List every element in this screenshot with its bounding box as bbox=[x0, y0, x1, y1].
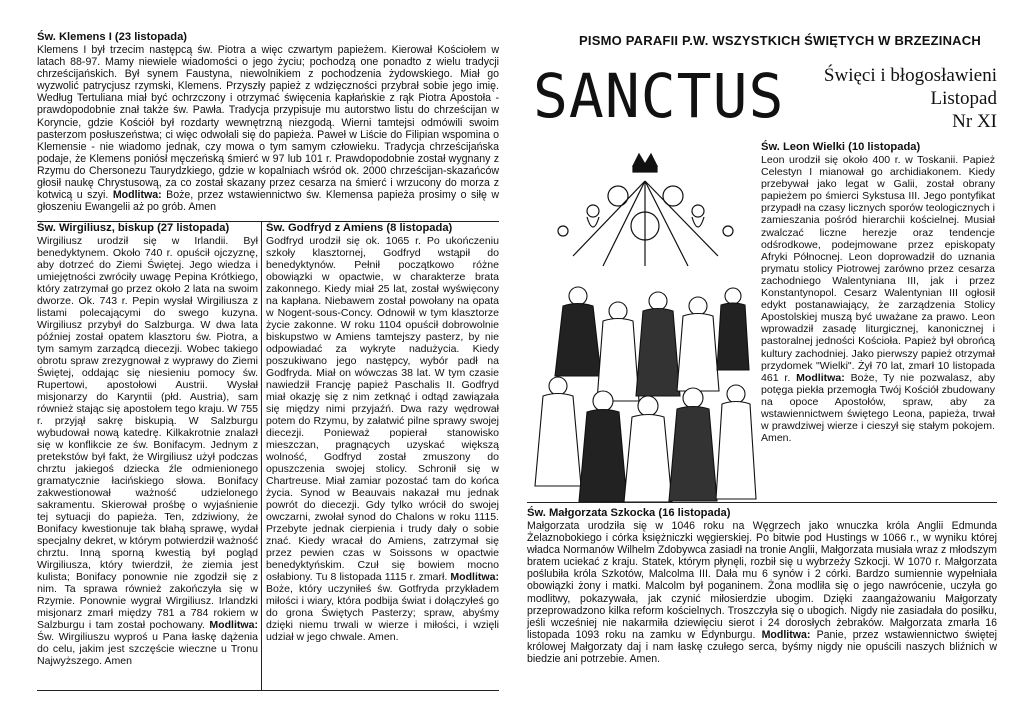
malgorzata-title: Św. Małgorzata Szkocka (16 listopada) bbox=[527, 507, 731, 519]
klemens-section bbox=[37, 31, 499, 236]
right-page bbox=[527, 0, 997, 724]
leon-prayer-label: Modlitwa: bbox=[796, 371, 845, 384]
parish-header: PISMO PARAFII P.W. WSZYSTKICH ŚWIĘTYCH W BRZEZINACH bbox=[579, 33, 981, 48]
wirgiliusz-section bbox=[37, 222, 262, 690]
subtitle-line-3: Nr XI bbox=[952, 111, 997, 132]
malgorzata-prayer: Panie, przez wstawiennictwo świętej królowej Małgorzaty daj i nam łaskę czułego serca, byśmy nigdy nie opuścili naszych bliźnich w biedzie ani potrzebie. Amen. bbox=[527, 628, 997, 666]
wirgiliusz-prayer: Św. Wirgiliuszu wyproś u Pana łaskę dążenia do celu, jakim jest szczęście wieczne u Tronu Najwyższego. Amen bbox=[37, 631, 258, 667]
wirgiliusz-title: Św. Wirgiliusz, biskup (27 listopada) bbox=[37, 222, 230, 234]
subtitle-line-1: Święci i błogosławieni bbox=[823, 65, 997, 86]
klemens-prayer-label: Modlitwa: bbox=[112, 189, 162, 202]
godfryd-text: Godfryd urodził się ok. 1065 r. Po ukończeniu szkoły klasztornej, Godfryd wstąpił do benedyktynów. Pełnił początkowo różne obowiązki w opactwie, w charakterze brata zakonnego. Kiedy miał 25 lat, został wyświęcony na kapłana. Niebawem został powołany na opata w Nogent-sous-Concy. Odnowił w tym klasztorze życie zakonne. W roku 1104 opuścił dobrowolnie biskupstwo w Amiens tamtejszy pasterz, by nie odpowiadać za wykryte nadużycia. Kiedy poszukiwano jego następcy, wybór padł na Godfryda. Miał on wówczas 38 lat. W tym czasie nawiedził Francję papież Paschalis II. Godfryd miał okazję się z nim zetknąć i odtąd zawiązała się między nimi przyjaźń. Dwa razy wędrował potem do Rzymu, by załatwić pilne sprawy swojej diecezji. Ponieważ popierał stanowisko mieszczan, pragnących uzyskać większą wolność, Godfryd został zmuszony do opuszczenia swojej stolicy. Schronił się w Chartreuse. Miał zamiar pozostać tam do końca życia. Synod w Beauvais nakazał mu jednak powrót do diecezji. Gdy tylko wrócił do swojej owczarni, zwołał synod do Chalons w roku 1115. Przebyte jednak cierpienia i trudy dały o sobie znać. Kiedy wracał do Amiens, zatrzymał się przez pewien czas w Soissons w opactwie benedyktyńskim. Czuł się bowiem mocno osłabiony. Tu 8 listopada 1115 r. zmarł. bbox=[266, 235, 499, 583]
klemens-text: Klemens I był trzecim następcą św. Piotra a więc czwartym papieżem. Kierował Kościołem w latach 88-97. Mamy niewiele wiadomości o jego życiu; pochodzą one ponadto z wielu tradycji chrześcijańskich. Był synem Faustyna, niewolnikiem z pochodzenia żydowskiego. Miał go wyzwolić patrycjusz rzymski, Klemens. Przyszły papież z wdzięczności przybrał sobie jego imię. Według Tertuliana miał być ochrzczony i otrzymać święcenia kapłańskie z rąk Piotra Apostoła - prawdopodobnie znał także św. Pawła. Tradycja przypisuje mu autorstwo listu do chrześcijan w Koryncie, gdzie Kościół był rozdarty wewnętrzną niezgodą. Wierni tamtejsi odmówili swoim pasterzom posłuszeństwa; ci więc odwołali się do papieża. Paweł w Liście do Filipian wspomina o Klemensie - nie wiadomo jednak, czy mowa o tym samym człowieku. Tradycja chrześcijańska podaje, że Klemens poniósł męczeńską śmierć w 97 lub 101 r. Prawdopodobnie został wygnany z Rzymu do Chersonezu Taurydzkiego, gdzie w kopalniach wśród ok. 2000 chrześcijan-skazańców głosił naukę Chrystusową, za co został skazany przez cesarza na śmierć i wrzucony do morza z kotwicą u szyi. bbox=[37, 44, 499, 202]
two-column-box bbox=[37, 221, 499, 691]
leon-text: Leon urodził się około 400 r. w Toskanii. Papież Celestyn I mianował go archidiakonem. Kiedy przebywał jako legat w Galii, został obrany papieżem po śmierci Sykstusa III. Jego pontyfikat przypadł na czasy licznych sporów teologicznych i zamieszania pośród hierarchii kościelnej. Musiał zwalczać liczne herezje oraz tendencje odśrodkowe, podejmowane przez episkopaty Afryki Północnej. Leon doprowadził do uznania prymatu stolicy Piotrowej zarówno przez cesarza zachodniego Walentyniana III, jak i przez Konstantynopol. Cesarz Walentynian III ogłosił edykt postanawiający, że zarządzenia Stolicy Apostolskiej muszą być uważane za prawo. Leon wprowadził zasadę liturgicznej, kanonicznej i pastoralnej jedności Kościoła. Papież był obrońcą kultury zachodniej. Jako pierwszy papież otrzymał przydomek "Wielki". Żył 70 lat, zmarł 10 listopada 461 r. bbox=[761, 154, 995, 384]
saints-illustration bbox=[533, 136, 758, 513]
leon-prayer: Boże, Ty nie pozwalasz, aby potęga piekła przemogła Twój Kościół zbudowany na opoce Apostołów, spraw, aby za wstawiennictwem świętego Leona, papieża, trwał w prawdziwej wierze i cieszył się stałym pokojem. Amen. bbox=[761, 371, 996, 445]
klemens-body bbox=[37, 44, 499, 236]
godfryd-title: Św. Godfryd z Amiens (8 listopada) bbox=[266, 222, 453, 234]
issue-subtitle bbox=[824, 64, 997, 133]
malgorzata-section bbox=[527, 502, 997, 665]
wirgiliusz-prayer-label: Modlitwa: bbox=[209, 619, 258, 631]
godfryd-prayer-label: Modlitwa: bbox=[450, 571, 499, 583]
wirgiliusz-text: Wirgiliusz urodził się w Irlandii. Był benedyktynem. Około 740 r. opuścił ojczyznę, aby dotrzeć do Ziemi Świętej. Jego wiedza i umiejętności zwróciły uwagę Pepina Krótkiego, który zatrzymał go przez około 2 lata na swoim dworze. Ok. 743 r. Pepin wysłał Wirgiliusza z listami polecającymi do swego kuzyna. Wirgiliusz przybył do Salzburga. W dwa lata później został opatem klasztoru św. Piotra, a tym samym zarządcą diecezji. Wobec takiego obrotu spraw zrezygnował z wyprawy do Ziemi Świętej, oddając się niesieniu pomocy św. Rupertowi, apostołowi Austrii. Wysłał misjonarzy do Karyntii (płd. Austria), sam również stając się apostołem tego kraju. W 755 r. przyjął sakrę biskupią. W Salzburgu wybudował nową katedrę. Kilkakrotnie znalazł się w konflikcie ze św. Bonifacym. Jednym z pretekstów był fakt, że Wirgiliusz użył podczas chrztu jakiegoś dziecka źle odmienionego gramatycznie łacińskiego słowa. Bonifacy zakwestionował ważność udzielonego sakramentu. Skierował prośbę o wyjaśnienie tej sytuacji do papieża. Ten, zdziwiony, że Bonifacy kwestionuje tak błahą sprawę, wydał specjalny dekret, w którym potwierdził ważność chrztu. Inną sporną kwestią był pogląd Wirgiliusza, który twierdził, że ziemia jest kulista; Bonifacy ponownie nie zgodził się z nim. Ta sprawa również zakończyła się w Rzymie. Ponownie wygrał Wirgiliusz. Irlandzki misjonarz zmarł między 781 a 784 rokiem w Salzburgu i tam został pochowany. bbox=[37, 235, 258, 631]
godfryd-section bbox=[262, 222, 499, 690]
leon-section bbox=[761, 141, 995, 444]
malgorzata-prayer-label: Modlitwa: bbox=[761, 628, 811, 641]
subtitle-line-2: Listopad bbox=[930, 88, 997, 109]
leon-title: Św. Leon Wielki (10 listopada) bbox=[761, 141, 921, 153]
sanctus-logo: SANCTUS bbox=[533, 60, 785, 132]
malgorzata-text: Małgorzata urodziła się w 1046 roku na Węgrzech jako wnuczka króla Anglii Edmunda Żelaznobokiego i córka księżniczki węgierskiej. Po bitwie pod Hustings w 1066 r., w wyniku której władca Normanów Wilhelm Zdobywca zasiadł na tronie Anglii, Małgorzata musiała wraz z młodszym bratem uciekać z kraju. Statek, którym płynęli, rozbił się u wybrzeży Szkocji. W 1070 r. Małgorzata poślubiła króla Szkotów, Malcolma III. Dała mu 6 synów i 2 córki. Bardzo sumiennie wypełniała obowiązki żony i matki. Malcolm był poganinem. Żona modliła się o jego nawrócenie, uczyła go modlitwy, pokazywała, jak czynić miłosierdzie ubogim. Dzięki zaangażowaniu Małgorzaty przeprowadzono kilka reform kościelnych. Troszczyła się o ubogich. Nigdy nie zasiadała do posiłku, jeśli wcześniej nie nakarmiła dziewięciu sierot i 24 dorosłych żebraków. Małgorzata zmarła 16 listopada 1093 roku na zamku w Edynburgu. bbox=[527, 520, 997, 641]
klemens-prayer: Boże, przez wstawiennictwo św. Klemensa papieża prosimy o siłę w głoszeniu Ewangelii aż po grób. Amen bbox=[37, 189, 499, 214]
klemens-title: Św. Klemens I (23 listopada) bbox=[37, 31, 188, 43]
godfryd-prayer: Boże, który uczyniłeś św. Gotfryda przykładem miłości i wiary, która podbija świat i dołączyłeś go do grona Świętych Pasterzy; spraw, abyśmy dzięki niemu trwali w wierze i miłości, i wzięli udział w jego chwale. Amen. bbox=[266, 583, 499, 643]
